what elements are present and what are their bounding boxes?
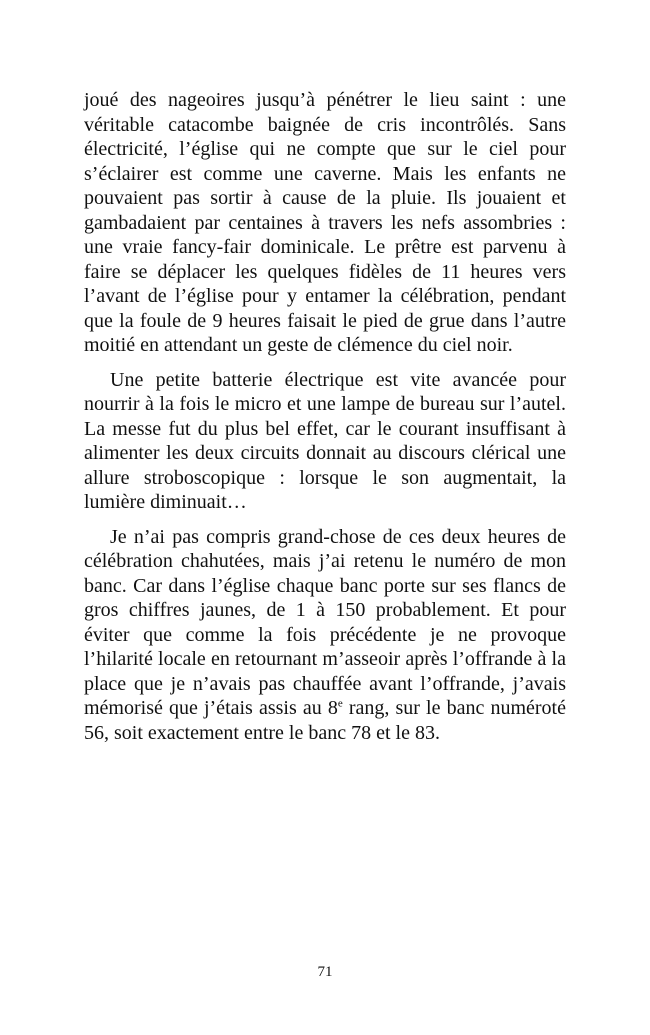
paragraph-bench-number <box>84 525 566 746</box>
page-number: 71 <box>317 964 333 980</box>
paragraph-continued: joué des nageoires jusqu’à pénétrer le lieu saint : une véritable catacombe baignée de cris incontrôlés. Sans électricité, l’église qui ne compte que sur le ciel pour s’éclairer est comme une caverne. Mais les enfants ne pouvaient pas sortir à cause de la pluie. Ils jouaient et gambadaient par centaines à travers les nefs assombries : une vraie fancy-fair dominicale. Le prêtre est parvenu à faire se déplacer les quelques fidèles de 11 heures vers l’avant de l’église pour y entamer la célébration, pendant que la foule de 9 heures faisait le pied de grue dans l’autre moitié en attendant un geste de clémence du ciel noir. <box>84 89 566 356</box>
paragraph-battery: Une petite batterie électrique est vite avancée pour nourrir à la fois le micro et une lampe de bureau sur l’autel. La messe fut du plus bel effet, car le courant insuffisant à alimenter les deux circuits donnait au discours clérical une allure stroboscopique : lorsque le son augmentait, la lumière diminuait… <box>84 368 566 513</box>
paragraph-bench-text-end: rang, sur le banc numéroté 56, soit exactement entre le banc 78 et le 83. <box>84 697 566 744</box>
paragraph-bench-text-start: Je n’ai pas compris grand-chose de ces deux heures de célébration chahutées, mais j’ai retenu le numéro de mon banc. Car dans l’église chaque banc porte sur ses flancs de gros chiffres jaunes, de 1 à 150 probablement. Et pour éviter que comme la fois précédente je ne provoque l’hilarité locale en retournant m’asseoir après l’offrande à la place que je n’avais pas chauffée avant l’offrande, j’avais mémorisé que j’étais assis au 8 <box>84 525 566 719</box>
body-text <box>84 88 566 755</box>
ordinal-superscript: e <box>337 697 343 710</box>
